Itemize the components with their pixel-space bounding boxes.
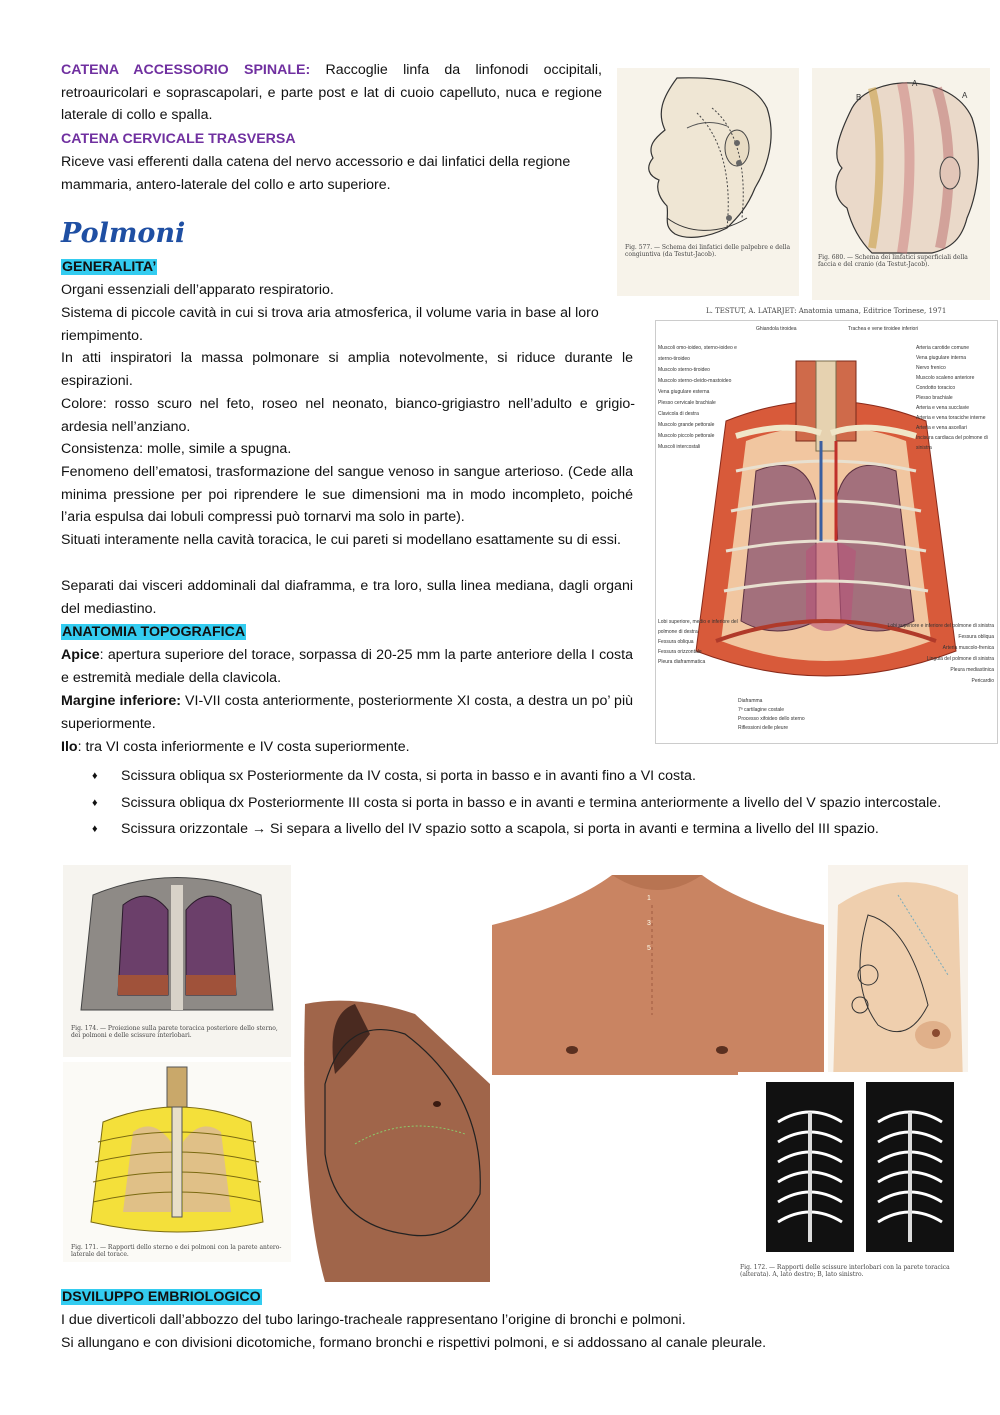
thorax-label: Plesso cervicale brachiale — [658, 400, 716, 406]
thorax-label: Lobi superiore e inferiore del polmone di sinistra — [887, 623, 994, 629]
catena-accessorio-paragraph — [61, 59, 602, 127]
thorax-labels-top — [756, 325, 986, 333]
figure-caption: Fig. 577. — Schema dei linfatici delle palpebre e della congiuntiva (da Testut-Jacob). — [625, 244, 791, 258]
rib-cages-figure — [738, 1072, 970, 1284]
sviluppo-p1: I due diverticoli dall’abbozzo del tubo laringo-tracheale rappresentano l’origine di bronchi e polmoni. — [61, 1312, 686, 1328]
thorax-credit-caption: L. TESTUT, A. LATARJET: Anatomia umana, Editrice Torinese, 1971 — [706, 307, 947, 315]
list-item-text: Scissura obliqua sx Posteriormente da IV costa, si porta in basso e in avanti fino a VI costa. — [121, 768, 696, 784]
side-torso-drawing — [295, 994, 492, 1282]
thorax-labels-bottom-right — [846, 621, 994, 687]
list-item — [92, 765, 962, 788]
thorax-label: Lobi superiore, medio e inferiore del polmone di destra — [658, 619, 738, 635]
chest-diagram-figure — [828, 865, 968, 1087]
svg-text:B: B — [856, 93, 862, 102]
thorax-label: Riflessioni delle pleure — [738, 725, 789, 731]
thorax-label: Diaframma — [738, 698, 763, 704]
thorax-label: Clavicola di destra — [658, 411, 699, 417]
anatomia-heading-text: ANATOMIA TOPOGRAFICA — [62, 624, 246, 640]
back-drawing — [63, 865, 291, 1015]
sviluppo-p2: Si allungano e con divisioni dicotomiche, formano bronchi e rispettivi polmoni, e si addossano al canale pleurale. — [61, 1335, 767, 1351]
chest-front-drawing — [492, 865, 824, 1075]
generalita-p1: Organi essenziali dell’apparato respiratorio. — [61, 282, 334, 298]
thorax-label: Muscolo grande pettorale — [658, 422, 715, 428]
thorax-labels-left — [658, 343, 740, 453]
generalita-heading — [61, 256, 157, 279]
rib-cages-drawing — [738, 1072, 970, 1262]
anatomia-heading — [61, 621, 246, 644]
margine-paragraph — [61, 690, 633, 735]
thorax-label: Fessura obliqua — [658, 639, 694, 645]
thorax-label: Plesso brachiale — [916, 395, 953, 401]
diamond-bullet-icon: ♦ — [92, 796, 98, 809]
thorax-label: Fessura orizzontale — [658, 649, 702, 655]
side-torso-photo — [295, 994, 492, 1282]
margine-label: Margine inferiore: — [61, 693, 181, 709]
thorax-label: Pleura mediastinica — [950, 667, 994, 673]
thorax-label: 7ª cartilagine costale — [738, 707, 785, 713]
thorax-label: Muscolo piccolo pettorale — [658, 433, 715, 439]
profile-face-drawing — [617, 68, 799, 296]
chest-diagram-drawing — [828, 865, 968, 1087]
chest-front-photo — [492, 865, 824, 1075]
list-item — [92, 818, 962, 841]
rib-cage-yellow-figure — [63, 1062, 291, 1262]
ilo-paragraph — [61, 736, 633, 759]
svg-text:A: A — [962, 91, 968, 100]
back-lungs-figure — [63, 865, 291, 1057]
svg-text:A: A — [912, 79, 918, 88]
thorax-label: Condotto toracico — [916, 385, 956, 391]
thorax-label: Muscolo sterno-tiroideo — [658, 367, 710, 373]
margine-text: VI-VII costa anteriormente, posteriormente XI costa, a destra un po’ più superiormente. — [61, 693, 633, 732]
svg-text:3: 3 — [647, 920, 651, 927]
thorax-label: Pericardio — [971, 678, 994, 684]
diamond-bullet-icon: ♦ — [92, 823, 98, 836]
thorax-label: Vena giugulare interna — [916, 355, 967, 361]
figure-caption: Fig. 171. — Rapporti dello sterno e dei polmoni con la parete antero-laterale del torace. — [71, 1244, 282, 1258]
figure-caption: Fig. 172. — Rapporti delle scissure interlobari con la parete toracica (alterata). A, lato destro; B, lato sinistro. — [740, 1264, 950, 1278]
catena-accessorio-label: CATENA ACCESSORIO SPINALE: — [61, 62, 311, 78]
thorax-label: Arteria muscolo-frenica — [942, 645, 994, 651]
thorax-label: Arteria e vena toraciche interne — [916, 415, 986, 421]
generalita-p3: In atti inspiratori la massa polmonare si amplia notevolmente, si riduce durante le espirazioni. — [61, 350, 633, 389]
generalita-p2: Sistema di piccole cavità in cui si trova aria atmosferica, il volume varia in base al loro riempimento. — [61, 305, 599, 344]
generalita-p6: Fenomeno dell’ematosi, trasformazione del sangue venoso in sangue arterioso. (Cede alla minima pressione per poi riprendere le sue dimensioni ma in modo incompleto, poiché l’aria espulsa dai lobuli compressi può tornarvi ma solo in parte). — [61, 464, 633, 526]
thorax-label: Muscoli intercostali — [658, 444, 701, 450]
catena-cervicale-heading: CATENA CERVICALE TRASVERSA — [61, 131, 296, 147]
generalita-p8: Separati dai visceri addominali dal diaframma, e tra loro, sulla linea mediana, dagli organi del mediastino. — [61, 578, 633, 617]
catena-cervicale-text: Riceve vasi efferenti dalla catena del nervo accessorio e dai linfatici della regione mammaria, antero-laterale del collo e arto superiore. — [61, 154, 571, 193]
thorax-label: Incisura cardiaca del polmone di sinistra — [916, 435, 988, 451]
page-title: Polmoni — [61, 218, 186, 249]
thorax-labels-bottom-center — [738, 697, 848, 733]
thorax-label: Pleura diaframmatica — [658, 659, 706, 665]
thorax-label: Processo xifoideo dello sterno — [738, 716, 805, 722]
rib-cage-drawing — [63, 1062, 291, 1242]
generalita-p4: Colore: rosso scuro nel feto, roseo nel neonato, bianco-grigiastro nell’adulto e grigio-ardesia nell’anziano. — [61, 396, 635, 435]
sviluppo-heading — [61, 1286, 262, 1309]
scissure-list — [92, 765, 962, 845]
list-item — [92, 792, 962, 815]
thorax-label: Arteria carotide comune — [916, 345, 970, 351]
catena-accessorio-text: Raccoglie linfa da linfonodi occipitali, retroauricolari e soprascapolari, e parte post e lat di cuoio capelluto, nuca e regione laterale di collo e spalla. — [61, 62, 602, 124]
thorax-label: Ghiandola tiroidea — [756, 326, 797, 332]
thorax-label: Fessura obliqua — [958, 634, 994, 640]
svg-text:1: 1 — [647, 895, 651, 902]
thorax-label: Muscolo scaleno anteriore — [916, 375, 975, 381]
apice-text: : apertura superiore del torace, sorpassa di 20-25 mm la parte anteriore della I costa e estremità mediale della clavicola. — [61, 647, 633, 686]
thorax-labels-bottom-left — [658, 617, 738, 667]
sviluppo-heading-text: DSVILUPPO EMBRIOLOGICO — [62, 1289, 261, 1305]
thorax-anatomy-figure — [655, 320, 998, 744]
head-lymphatics-figure-2 — [812, 68, 990, 300]
figure-caption: Fig. 174. — Proiezione sulla parete toracica posteriore dello sterno, dei polmoni e delle scissure interlobari. — [71, 1025, 278, 1039]
list-item-text: Scissura orizzontale → Si separa a livello del IV spazio sotto a scapola, si porta in avanti e termina a livello del III spazio. — [121, 821, 879, 838]
apice-paragraph — [61, 644, 633, 689]
list-item-text: Scissura obliqua dx Posteriormente III costa si porta in basso e in avanti e termina anteriormente a livello del V spazio intercostale. — [121, 794, 942, 811]
head-lymphatics-figure-1 — [617, 68, 799, 296]
thorax-label: Arteria e vena ascellari — [916, 425, 967, 431]
diamond-bullet-icon: ♦ — [92, 770, 98, 782]
thorax-label: Arteria e vena succlavie — [916, 405, 970, 411]
ilo-text: : tra VI costa inferiormente e IV costa superiormente. — [77, 739, 410, 755]
generalita-p7: Situati interamente nella cavità toracica, le cui pareti si modellano esattamente su di essi. — [61, 532, 621, 548]
generalita-heading-text: GENERALITA’ — [62, 259, 157, 275]
generalita-p5: Consistenza: molle, simile a spugna. — [61, 441, 292, 457]
svg-text:5: 5 — [647, 945, 651, 952]
figure-caption: Fig. 680. — Schema dei linfatici superficiali della faccia e del cranio (da Testut-Jacob). — [818, 254, 968, 268]
thorax-labels-right — [916, 343, 994, 453]
thorax-label: Vena giugulare esterna — [658, 389, 710, 395]
thorax-label: Nervo frenico — [916, 365, 946, 371]
apice-label: Apice — [61, 647, 100, 663]
thorax-label: Muscoli omo-ioideo, sterno-ioideo e sterno-tiroideo — [658, 345, 737, 362]
thorax-label: Trachea e vene tiroidee inferiori — [847, 326, 919, 332]
ilo-label: Ilo — [61, 739, 78, 755]
thorax-label: Lingula del polmone di sinistra — [926, 656, 994, 662]
thorax-label: Muscolo sterno-cleido-mastoideo — [658, 378, 732, 384]
